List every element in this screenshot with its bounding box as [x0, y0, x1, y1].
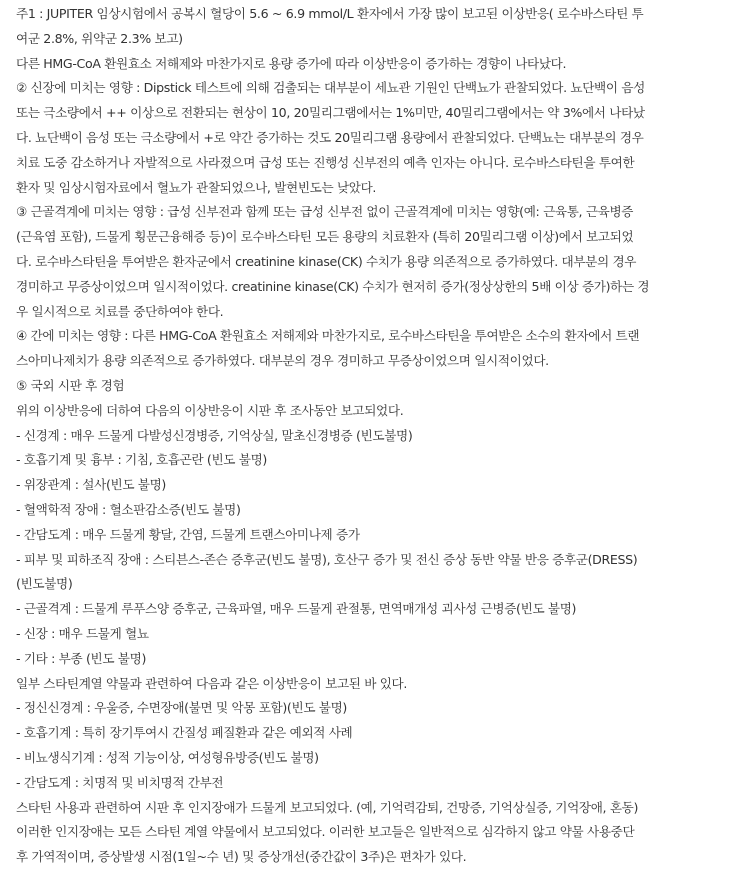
list-item: - 호흡기계 : 특히 장기투여시 간질성 폐질환과 같은 예외적 사례: [16, 725, 353, 741]
list-item: - 기타 : 부종 (빈도 불명): [16, 650, 147, 666]
section-musculoskeletal-heading: ③ 근골격계에 미치는 영향 : 급성 신부전과 함께 또는 급성 신부전 없이 근골격계에 미치는 영향(예: 근육통, 근육병증: [16, 204, 634, 220]
text-line: 이러한 인지장애는 모든 스타틴 계열 약물에서 보고되었다. 이러한 보고들은 일반적으로 심각하지 않고 약물 사용중단: [16, 824, 635, 840]
section-postmarketing-heading: ⑤ 국외 시판 후 경험: [16, 377, 125, 393]
text-line: 치료 도중 감소하거나 자발적으로 사라졌으며 급성 또는 진행성 신부전의 예측 인자는 아니다. 로수바스타틴을 투여한: [16, 154, 635, 170]
text-line: (빈도불명): [16, 576, 73, 592]
text-line: 여군 2.8%, 위약군 2.3% 보고): [16, 30, 183, 46]
list-item: - 비뇨생식기계 : 성적 기능이상, 여성형유방증(빈도 불명): [16, 749, 319, 765]
text-line: 환자 및 임상시험자료에서 혈뇨가 관찰되었으나, 발현빈도는 낮았다.: [16, 179, 377, 195]
text-line: 후 가역적이며, 증상발생 시점(1일~수 년) 및 증상개선(중간값이 3주)은 편차가 있다.: [16, 849, 467, 865]
text-line: 스아미나제치가 용량 의존적으로 증가하였다. 대부분의 경우 경미하고 무증상이었으며 일시적이었다.: [16, 353, 549, 369]
list-item: - 근골격계 : 드물게 루푸스양 증후군, 근육파열, 매우 드물게 관절통, 면역매개성 괴사성 근병증(빈도 불명): [16, 601, 577, 617]
list-item: - 호흡기계 및 흉부 : 기침, 호흡곤란 (빈도 불명): [16, 452, 267, 468]
list-item: - 신경계 : 매우 드물게 다발성신경병증, 기억상실, 말초신경병증 (빈도불명): [16, 427, 413, 443]
list-item: - 혈액학적 장애 : 혈소판감소증(빈도 불명): [16, 501, 241, 517]
section-liver-heading: ④ 간에 미치는 영향 : 다른 HMG-CoA 환원효소 저해제와 마찬가지로, 로수바스타틴을 투여받은 소수의 환자에서 트랜: [16, 328, 640, 344]
text-line: 다. 뇨단백이 음성 또는 극소량에서 +로 약간 증가하는 것도 20밀리그램 용량에서 관찰되었다. 단백뇨는 대부분의 경우: [16, 129, 644, 145]
text-line: 다. 로수바스타틴을 투여받은 환자군에서 creatinine kinase(CK) 수치가 용량 의존적으로 증가하였다. 대부분의 경우: [16, 253, 637, 269]
text-line: 또는 극소량에서 ++ 이상으로 전환되는 현상이 10, 20밀리그램에서는 1%미만, 40밀리그램에서는 약 3%에서 나타났: [16, 105, 645, 121]
list-item: - 신장 : 매우 드물게 혈뇨: [16, 625, 149, 641]
list-item: - 위장관계 : 설사(빈도 불명): [16, 477, 166, 493]
text-line: 위의 이상반응에 더하여 다음의 이상반응이 시판 후 조사동안 보고되었다.: [16, 402, 404, 418]
list-item: - 피부 및 피하조직 장애 : 스티븐스-존슨 증후군(빈도 불명), 호산구 증가 및 전신 증상 동반 약물 반응 증후군(DRESS): [16, 551, 638, 567]
list-item: - 정신신경계 : 우울증, 수면장애(불면 및 악몽 포함)(빈도 불명): [16, 700, 347, 716]
section-kidney-heading: ② 신장에 미치는 영향 : Dipstick 테스트에 의해 검출되는 대부분이 세뇨관 기원인 단백뇨가 관찰되었다. 뇨단백이 음성: [16, 80, 645, 96]
text-line: 주1 : JUPITER 임상시험에서 공복시 혈당이 5.6 ~ 6.9 mmol/L 환자에서 가장 많이 보고된 이상반응( 로수바스타틴 투: [16, 6, 644, 21]
text-line: 일부 스타틴계열 약물과 관련하여 다음과 같은 이상반응이 보고된 바 있다.: [16, 675, 407, 691]
text-line: 경미하고 무증상이었으며 일시적이었다. creatinine kinase(CK) 수치가 현저히 증가(정상상한의 5배 이상 증가)하는 경: [16, 278, 650, 294]
text-line: 다른 HMG-CoA 환원효소 저해제와 마찬가지로 용량 증가에 따라 이상반응이 증가하는 경향이 나타났다.: [16, 55, 567, 71]
text-line: (근육염 포함), 드물게 횡문근융해증 등)이 로수바스타틴 모든 용량의 치료환자 (특히 20밀리그램 이상)에서 보고되었: [16, 229, 634, 245]
list-item: - 간담도계 : 치명적 및 비치명적 간부전: [16, 774, 224, 790]
text-line: 우 일시적으로 치료를 중단하여야 한다.: [16, 303, 224, 319]
list-item: - 간담도계 : 매우 드물게 황달, 간염, 드물게 트랜스아미나제 증가: [16, 526, 360, 542]
text-line: 스타틴 사용과 관련하여 시판 후 인지장애가 드물게 보고되었다. (예, 기억력감퇴, 건망증, 기억상실증, 기억장애, 혼동): [16, 799, 639, 815]
